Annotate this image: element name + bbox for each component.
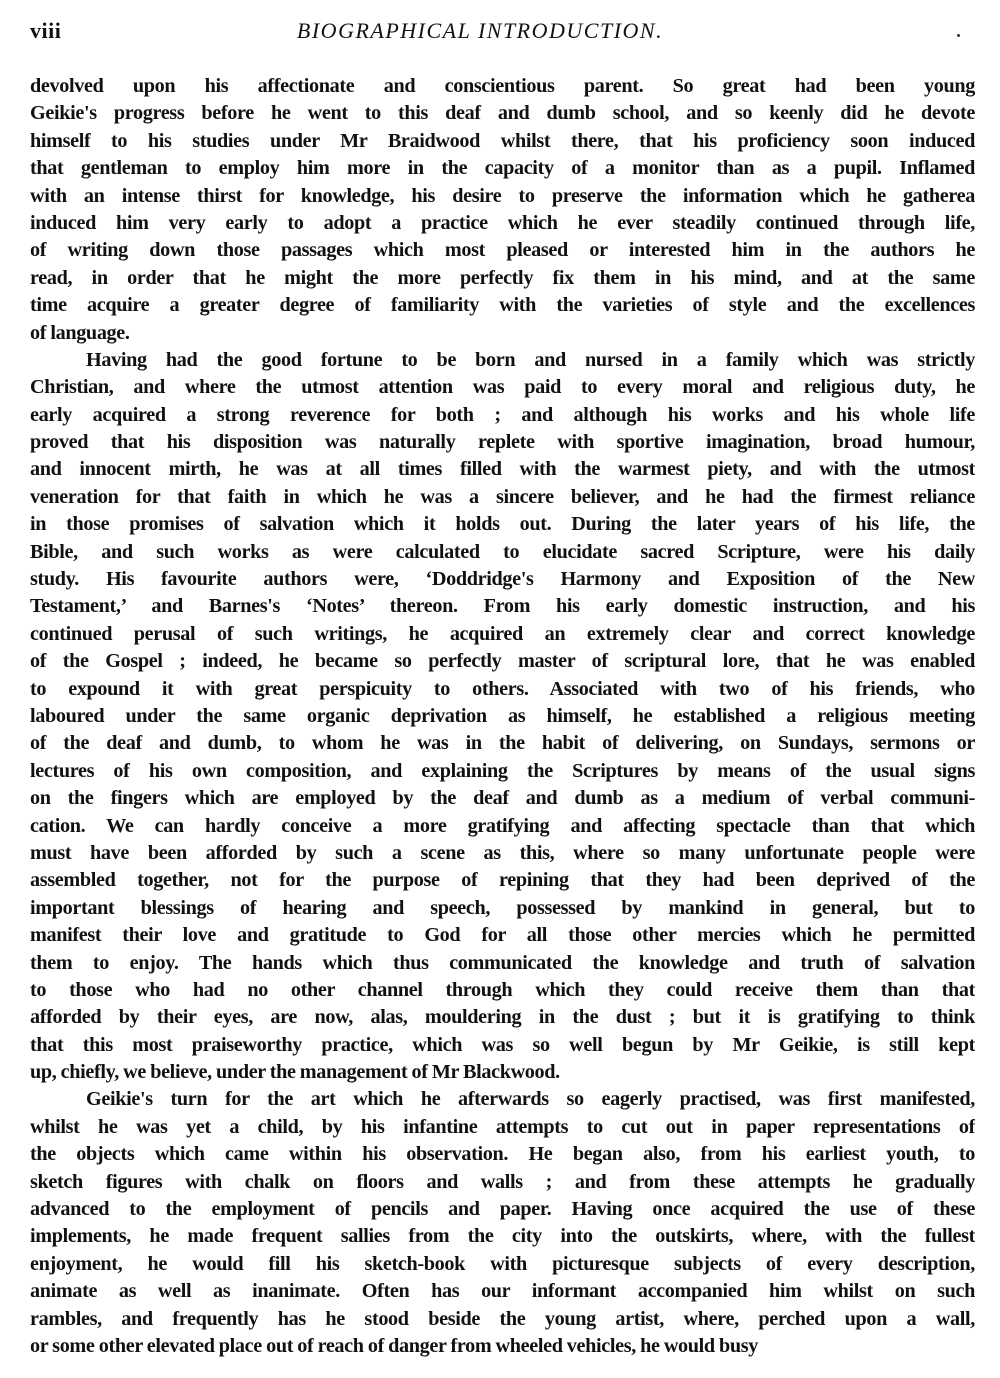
text-line: rambles, and frequently has he stood beside the young artist, where, perched upon a wall, xyxy=(30,1307,975,1330)
paragraph xyxy=(30,1086,975,1360)
text-line: must have been afforded by such a scene as this, where so many unfortunate people were xyxy=(30,841,975,864)
print-speck xyxy=(957,34,960,37)
text-line: study. His favourite authors were, ‘Doddridge's Harmony and Exposition of the New xyxy=(30,568,975,591)
paragraph xyxy=(30,347,975,1087)
text-line: himself to his studies under Mr Braidwood whilst there, that his proficiency soon induced xyxy=(30,129,975,152)
text-line: early acquired a strong reverence for both ; and although his works and his whole life xyxy=(30,403,975,426)
text-line: laboured under the same organic deprivation as himself, he established a religious meeting xyxy=(30,704,975,727)
text-line: continued perusal of such writings, he acquired an extremely clear and correct knowledge xyxy=(30,622,975,645)
text-line: assembled together, not for the purpose of repining that they had been deprived of the xyxy=(30,869,975,892)
text-line: of the deaf and dumb, to whom he was in the habit of delivering, on Sundays, sermons or xyxy=(30,732,975,755)
text-line: time acquire a greater degree of familiarity with the varieties of style and the excellences xyxy=(30,294,975,317)
text-line: induced him very early to adopt a practice which he ever steadily continued through life, xyxy=(30,211,975,234)
text-line: of the Gospel ; indeed, he became so perfectly master of scriptural lore, that he was enabled xyxy=(30,650,975,673)
text-line: lectures of his own composition, and explaining the Scriptures by means of the usual signs xyxy=(30,759,975,782)
text-line: with an intense thirst for knowledge, his desire to preserve the information which he gatherea xyxy=(30,184,975,207)
text-line: Having had the good fortune to be born and nursed in a family which was strictly xyxy=(86,348,975,371)
text-line: important blessings of hearing and speech, possessed by mankind in general, but to xyxy=(30,896,975,919)
text-line: that gentleman to employ him more in the capacity of a monitor than as a pupil. Inflamed xyxy=(30,157,975,180)
text-line: sketch figures with chalk on floors and walls ; and from these attempts he gradually xyxy=(30,1170,975,1193)
text-line: veneration for that faith in which he was a sincere believer, and he had the firmest reliance xyxy=(30,485,975,508)
text-line: them to enjoy. The hands which thus communicated the knowledge and truth of salvation xyxy=(30,951,975,974)
text-line: in those promises of salvation which it holds out. During the later years of his life, the xyxy=(30,513,975,536)
text-line: whilst he was yet a child, by his infantine attempts to cut out in paper representations of xyxy=(30,1115,975,1138)
text-line: advanced to the employment of pencils and paper. Having once acquired the use of these xyxy=(30,1198,975,1221)
page-number: viii xyxy=(30,18,62,43)
paragraph xyxy=(30,73,975,347)
text-line: and innocent mirth, he was at all times filled with the warmest piety, and with the utmost xyxy=(30,458,975,481)
text-line: on the fingers which are employed by the deaf and dumb as a medium of verbal communi- xyxy=(30,787,975,810)
text-line: afforded by their eyes, are now, alas, mouldering in the dust ; but it is gratifying to think xyxy=(30,1006,975,1029)
text-line: the objects which came within his observation. He began also, from his earliest youth, to xyxy=(30,1143,975,1166)
text-line: implements, he made frequent sallies from the city into the outskirts, where, with the fullest xyxy=(30,1225,975,1248)
text-line: cation. We can hardly conceive a more gratifying and affecting spectacle than that which xyxy=(30,814,975,837)
text-line: up, chiefly, we believe, under the management of Mr Blackwood. xyxy=(30,1061,560,1084)
text-line: manifest their love and gratitude to God for all those other mercies which he permitted xyxy=(30,924,975,947)
text-line: or some other elevated place out of reach of danger from wheeled vehicles, he would busy xyxy=(30,1334,759,1357)
text-line: to those who had no other channel through which they could receive them than that xyxy=(30,978,975,1001)
text-line: Bible, and such works as were calculated to elucidate sacred Scripture, were his daily xyxy=(30,540,975,563)
text-line: Christian, and where the utmost attention was paid to every moral and religious duty, he xyxy=(30,376,975,399)
text-line: to expound it with great perspicuity to others. Associated with two of his friends, who xyxy=(30,677,975,700)
text-line: devolved upon his affectionate and conscientious parent. So great had been young xyxy=(30,75,975,97)
text-line: read, in order that he might the more perfectly fix them in his mind, and at the same xyxy=(30,266,975,289)
running-head xyxy=(0,14,1000,48)
text-line: proved that his disposition was naturally replete with sportive imagination, broad humour, xyxy=(30,431,975,454)
text-line: Testament,’ and Barnes's ‘Notes’ thereon. From his early domestic instruction, and his xyxy=(30,595,975,618)
text-line: animate as well as inanimate. Often has our informant accompanied him whilst on such xyxy=(30,1280,975,1303)
text-line: that this most praiseworthy practice, which was so well begun by Mr Geikie, is still kept xyxy=(30,1033,975,1056)
running-title: BIOGRAPHICAL INTRODUCTION. xyxy=(296,18,664,43)
text-line: of writing down those passages which most pleased or interested him in the authors he xyxy=(30,239,975,262)
text-line: Geikie's turn for the art which he afterwards so eagerly practised, was first manifested, xyxy=(86,1088,975,1111)
body-text xyxy=(30,73,975,1360)
text-line: enjoyment, he would fill his sketch-book with picturesque subjects of every description, xyxy=(30,1252,975,1275)
text-line: of language. xyxy=(30,321,130,344)
text-line: Geikie's progress before he went to this deaf and dumb school, and so keenly did he devote xyxy=(30,102,975,125)
